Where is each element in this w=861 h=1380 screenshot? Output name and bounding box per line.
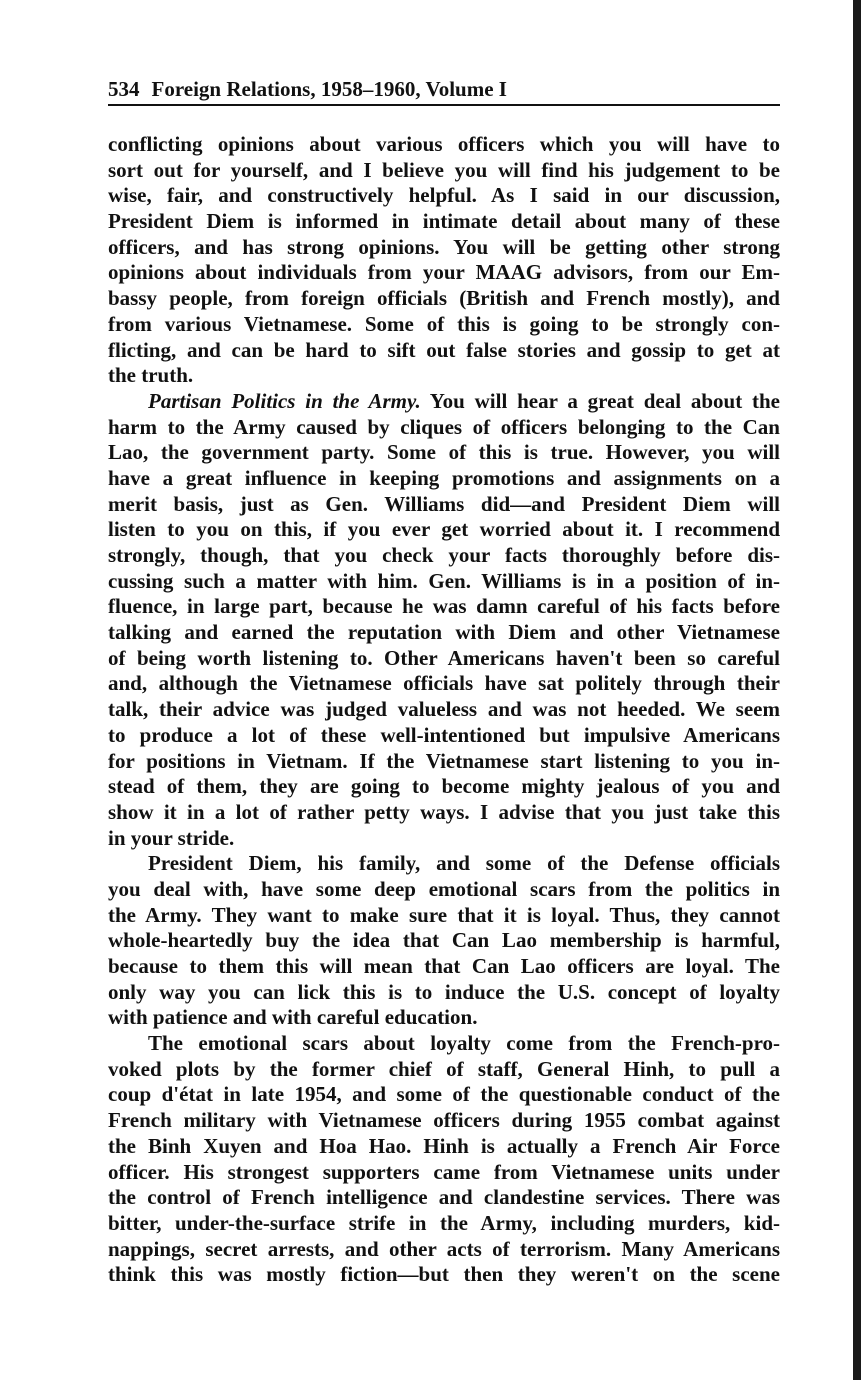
text-line (108, 389, 780, 415)
text-line: harm to the Army caused by cliques of officers belonging to the Can (108, 414, 780, 439)
text-line: only way you can lick this is to induce the U.S. concept of loyalty (108, 979, 780, 1004)
text-line: with patience and with careful education. (108, 1005, 478, 1030)
page-number: 534 (108, 77, 140, 101)
text-line: to produce a lot of these well-intentioned but impulsive Americans (108, 722, 780, 747)
paragraph-1 (108, 132, 780, 389)
text-line: cussing such a matter with him. Gen. Williams is in a position of in- (108, 568, 780, 593)
text-line: listen to you on this, if you ever get worried about it. I recommend (108, 517, 780, 542)
text-line: the control of French intelligence and clandestine services. There was (108, 1185, 780, 1210)
text-line: for positions in Vietnam. If the Vietnamese start listening to you in- (108, 748, 780, 773)
text-line: Lao, the government party. Some of this is true. However, you will (108, 440, 780, 465)
text-line: bassy people, from foreign officials (British and French mostly), and (108, 286, 780, 311)
text-line: President Diem, his family, and some of the Defense officials (148, 851, 780, 876)
text-line: the Binh Xuyen and Hoa Hao. Hinh is actually a French Air Force (108, 1133, 780, 1158)
text-line: coup d'état in late 1954, and some of the questionable conduct of the (108, 1082, 780, 1107)
text-line: show it in a lot of rather petty ways. I advise that you just take this (108, 799, 780, 824)
text-run: You will hear a great deal about the (420, 388, 780, 413)
text-line: officers, and has strong opinions. You will be getting other strong (108, 234, 780, 259)
text-line: talking and earned the reputation with Diem and other Vietnamese (108, 620, 780, 645)
section-heading: Partisan Politics in the Army. (148, 388, 421, 413)
text-line: and, although the Vietnamese officials have sat politely through their (108, 671, 780, 696)
text-line: President Diem is informed in intimate detail about many of these (108, 209, 780, 234)
text-line: wise, fair, and constructively helpful. As I said in our discussion, (108, 183, 780, 208)
text-line: fluence, in large part, because he was damn careful of his facts before (108, 594, 780, 619)
text-line: sort out for yourself, and I believe you will find his judgement to be (108, 157, 780, 182)
text-line: The emotional scars about loyalty come from the French-pro- (148, 1031, 780, 1056)
text-line: nappings, secret arrests, and other acts of terrorism. Many Americans (108, 1236, 780, 1261)
text-line: in your stride. (108, 825, 235, 850)
text-line: stead of them, they are going to become mighty jealous of you and (108, 774, 780, 799)
text-line: because to them this will mean that Can Lao officers are loyal. The (108, 954, 780, 978)
text-line: the Army. They want to make sure that it is loyal. Thus, they cannot (108, 902, 780, 927)
paragraph-3 (108, 851, 780, 1031)
text-line: voked plots by the former chief of staff, General Hinh, to pull a (108, 1056, 780, 1081)
text-line: bitter, under-the-surface strife in the Army, including murders, kid- (108, 1210, 780, 1235)
text-line: think this was mostly fiction—but then they weren't on the scene (108, 1262, 780, 1287)
paragraph-4 (108, 1031, 780, 1288)
text-line: opinions about individuals from your MAAG advisors, from our Em- (108, 260, 780, 285)
text-line: you deal with, have some deep emotional scars from the politics in (108, 876, 780, 901)
text-line: from various Vietnamese. Some of this is going to be strongly con- (108, 311, 780, 336)
text-line: flicting, and can be hard to sift out false stories and gossip to get at (108, 337, 780, 362)
text-line: whole-heartedly buy the idea that Can Lao membership is harmful, (108, 928, 780, 953)
text-line: officer. His strongest supporters came from Vietnamese units under (108, 1159, 780, 1184)
running-header (108, 76, 780, 106)
text-line: strongly, though, that you check your facts thoroughly before dis- (108, 543, 780, 567)
body-text (108, 132, 780, 1288)
page-edge-shadow (853, 0, 861, 1380)
running-title: Foreign Relations, 1958–1960, Volume I (151, 77, 507, 101)
paragraph-2 (108, 389, 780, 851)
text-line: talk, their advice was judged valueless and was not heeded. We seem (108, 697, 780, 722)
text-line: French military with Vietnamese officers during 1955 combat against (108, 1108, 780, 1133)
text-line: merit basis, just as Gen. Williams did—and President Diem will (108, 491, 780, 516)
text-line: have a great influence in keeping promotions and assignments on a (108, 465, 780, 490)
text-line: conflicting opinions about various officers which you will have to (108, 132, 780, 156)
text-line: of being worth listening to. Other Americans haven't been so careful (108, 645, 780, 670)
text-line: the truth. (108, 363, 194, 388)
